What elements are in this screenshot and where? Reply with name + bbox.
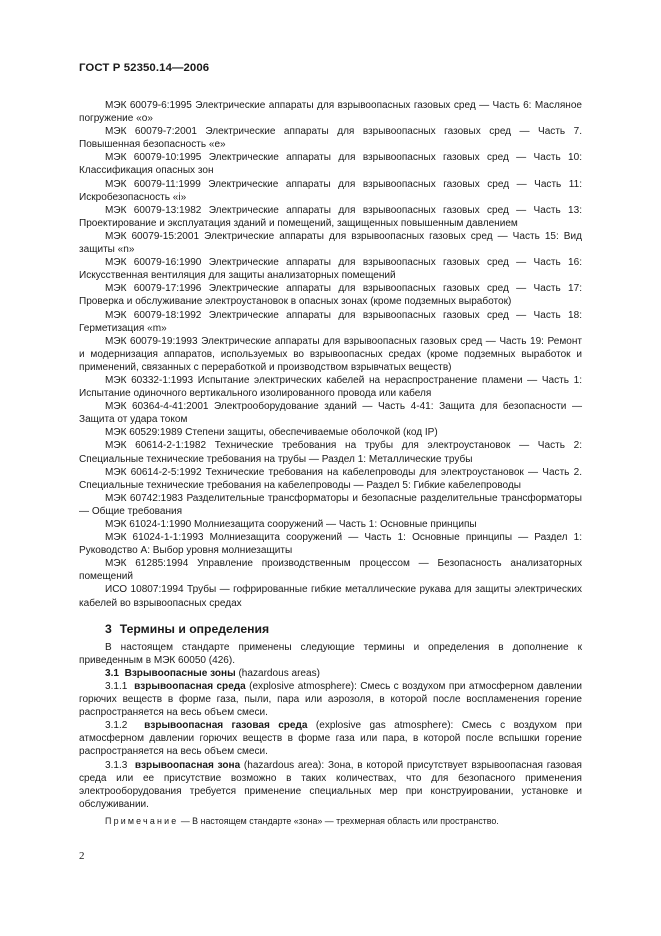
reference-item: МЭК 60079-15:2001 Электрические аппараты для взрывоопасных газовых сред — Часть 15: Вид защиты «n»: [79, 230, 582, 256]
term: взрывоопасная зона: [134, 759, 241, 771]
section-title: Термины и определения: [119, 621, 270, 636]
document-header: ГОСТ Р 52350.14—2006: [79, 62, 210, 74]
section-number: 3: [105, 621, 112, 636]
term: взрывоопасная среда: [134, 680, 246, 692]
clause-number: 3.1.3: [105, 759, 128, 771]
term: Взрывоопасные зоны: [124, 667, 236, 679]
reference-item: МЭК 60079-16:1990 Электрические аппараты для взрывоопасных газовых сред — Часть 16: Искусственная вентиляция для защиты анализаторных помещений: [79, 257, 582, 282]
subsection-3-1: [79, 667, 582, 680]
page-number: 2: [79, 850, 85, 862]
definition-text: (explosive atmosphere): Смесь с воздухом при атмосферном давлении горючих веществ в форме газа, пыли, пара или аэрозоля, в которой после воспламенения горение распространяется на весь объем смеси.: [79, 680, 582, 719]
definition-text: (hazardous area): Зона, в которой присутствует взрывоопасная газовая среда или ее присутствие возможно в таких количествах, что для безопасного применения электрооборудования требуется применение специальных мер при конструировании, установке и обслуживании.: [79, 759, 582, 810]
definition-3-1-3: [79, 759, 582, 811]
clause-number: 3.1.1: [105, 680, 128, 692]
subsection-number: 3.1: [105, 667, 119, 679]
document-body: [79, 99, 582, 827]
normative-references: [79, 99, 582, 610]
reference-item: МЭК 60079-18:1992 Электрические аппараты для взрывоопасных газовых сред — Часть 18: Герметизация «m»: [79, 309, 582, 334]
definition-3-1-1: [79, 680, 582, 719]
reference-item: МЭК 60364-4-41:2001 Электрооборудование зданий — Часть 4-41: Защита для безопасности — Защита от удара током: [79, 401, 582, 426]
definition-3-1-2: [79, 719, 582, 758]
note-text: — В настоящем стандарте «зона» — трехмерная область или пространство.: [178, 815, 499, 826]
term: взрывоопасная газовая среда: [144, 720, 308, 732]
reference-item: МЭК 60614-2-1:1982 Технические требования на трубы для электроустановок — Часть 2: Специальные технические требования на трубы — Раздел 1: Металлические трубы: [79, 440, 582, 465]
reference-item: МЭК 61024-1-1:1993 Молниезащита сооружений — Часть 1: Основные принципы — Раздел 1: Руководство А: Выбор уровня молниезащиты: [79, 532, 582, 557]
definition-text: (explosive gas atmosphere): Смесь с воздухом при атмосферном давлении горючих веществ в форме газа или пара, в которой после вспышки горение распространяется на весь объем смеси.: [79, 720, 582, 758]
reference-item: МЭК 61024-1:1990 Молниезащита сооружений — Часть 1: Основные принципы: [105, 519, 477, 530]
reference-item: МЭК 60079-19:1993 Электрические аппараты для взрывоопасных газовых сред — Часть 19: Ремонт и модернизация аппаратов, используемых во взрывоопасных средах (кроме подземных выработок и применений, связанных с переработкой и производством взрывчатых веществ): [79, 335, 582, 373]
term-english: (hazardous areas): [235, 667, 320, 679]
note: [79, 815, 582, 827]
section-heading: [79, 622, 582, 637]
reference-item: МЭК 60079-11:1999 Электрические аппараты для взрывоопасных газовых сред — Часть 11: Искробезопасность «i»: [79, 178, 582, 203]
note-label: Примечание: [105, 815, 179, 826]
reference-item: МЭК 61285:1994 Управление производственным процессом — Безопасность анализаторных помещений: [79, 558, 582, 583]
reference-item: МЭК 60079-13:1982 Электрические аппараты для взрывоопасных газовых сред — Часть 13: Проектирование и эксплуатация зданий и помещений, защищенных повышенным давлением: [79, 204, 582, 229]
reference-item: МЭК 60079-10:1995 Электрические аппараты для взрывоопасных газовых сред — Часть 10: Классификация опасных зон: [79, 152, 582, 177]
section-intro: В настоящем стандарте применены следующие термины и определения в дополнение к приведенным в МЭК 60050 (426).: [79, 641, 582, 666]
reference-item: МЭК 60614-2-5:1992 Технические требования на кабелепроводы для электроустановок — Часть 2. Специальные технические требования на кабелепроводы — Раздел 5: Гибкие кабелепроводы: [79, 466, 582, 491]
reference-item: МЭК 60332-1:1993 Испытание электрических кабелей на нераспространение пламени — Часть 1: Испытание одиночного вертикального изолированного провода или кабеля: [79, 374, 582, 400]
reference-item: МЭК 60529:1989 Степени защиты, обеспечиваемые оболочкой (код IP): [105, 427, 438, 439]
reference-item: ИСО 10807:1994 Трубы — гофрированные гибкие металлические рукава для защиты электрических кабелей во взрывоопасных средах: [79, 584, 582, 609]
reference-item: МЭК 60742:1983 Разделительные трансформаторы и безопасные разделительные трансформаторы — Общие требования: [79, 492, 582, 517]
reference-item: МЭК 60079-17:1996 Электрические аппараты для взрывоопасных газовых сред — Часть 17: Проверка и обслуживание электроустановок в опасных зонах (кроме подземных выработок): [79, 283, 582, 308]
reference-item: МЭК 60079-7:2001 Электрические аппараты для взрывоопасных газовых сред — Часть 7. Повышенная безопасность «е»: [79, 126, 582, 151]
clause-number: 3.1.2: [105, 720, 128, 732]
reference-item: МЭК 60079-6:1995 Электрические аппараты для взрывоопасных газовых сред — Часть 6: Масляное погружение «о»: [79, 100, 582, 125]
